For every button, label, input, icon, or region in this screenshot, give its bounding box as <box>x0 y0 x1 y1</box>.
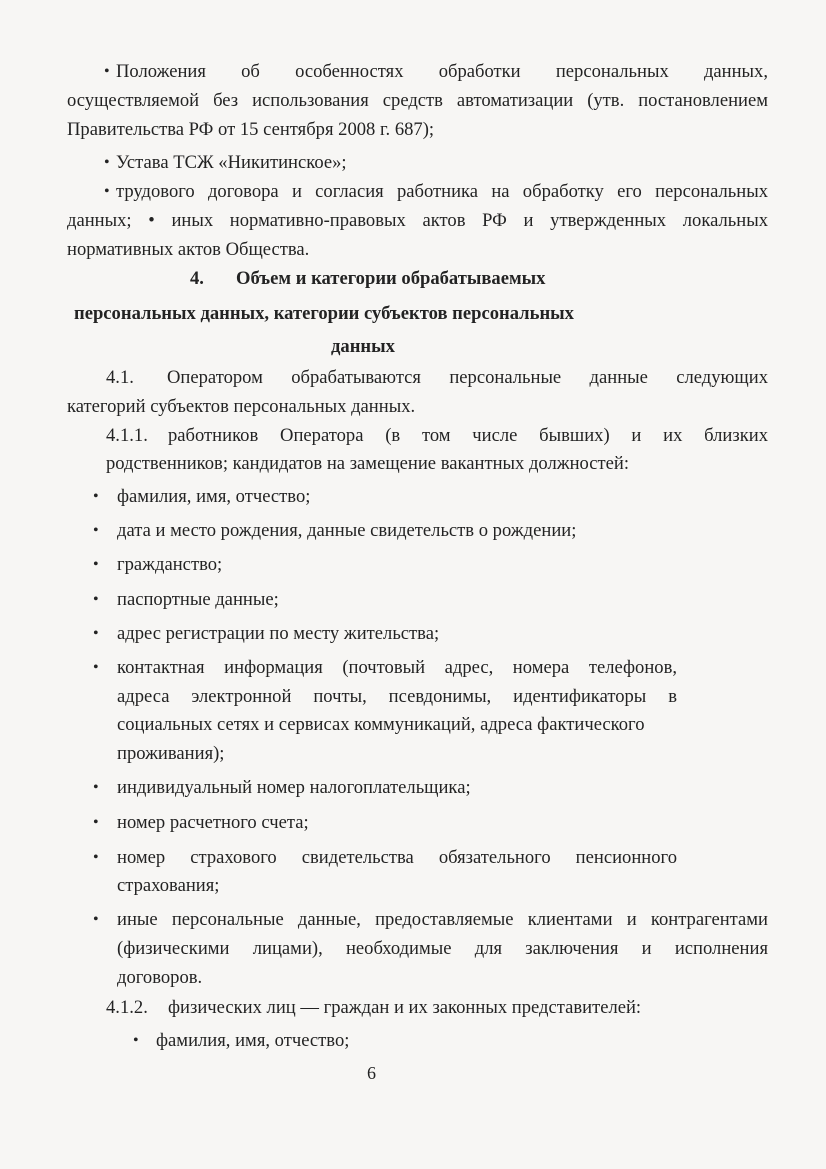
p412-text: физических лиц — граждан и их законных представителей: <box>168 997 642 1018</box>
page-number: 6 <box>367 1063 376 1083</box>
list-item: иные персональные данные, предоставляемые клиентами и контрагентами <box>117 909 768 930</box>
section-title-line-2: персональных данных, категории субъектов персональных <box>74 303 574 324</box>
bullet-marker: • <box>93 814 99 831</box>
intro-item-3-line-3: нормативных актов Общества. <box>67 239 310 260</box>
bullet-marker: • <box>93 556 99 573</box>
section-number: 4. <box>190 268 204 289</box>
p41-line-2: категорий субъектов персональных данных. <box>67 396 416 417</box>
bullet-marker: • <box>93 849 99 866</box>
list-item: адрес регистрации по месту жительства; <box>117 623 440 644</box>
list-item: индивидуальный номер налогоплательщика; <box>117 777 471 798</box>
bullet-marker: • <box>93 522 99 539</box>
bullet-marker: • <box>133 1032 139 1049</box>
p411-line-2: родственников; кандидатов на замещение вакантных должностей: <box>106 453 630 474</box>
bullet-marker: • <box>93 625 99 642</box>
intro-item-2-line-1: Устава ТСЖ «Никитинское»; <box>116 152 347 173</box>
bullet-marker: • <box>93 488 99 505</box>
intro-item-1-line-1: Положения об особенностях обработки персональных данных, <box>116 61 768 82</box>
intro-item-1-line-3: Правительства РФ от 15 сентября 2008 г. 687); <box>67 119 435 140</box>
bullet-marker: • <box>104 154 110 171</box>
paragraph-number: 4.1.1. <box>106 425 148 446</box>
list-item-continuation: договоров. <box>117 967 203 988</box>
list-item: номер расчетного счета; <box>117 812 309 833</box>
list-item: гражданство; <box>117 554 223 575</box>
section-title-line-1: Объем и категории обрабатываемых <box>236 268 546 289</box>
list-item: номер страхового свидетельства обязательного пенсионного <box>117 847 677 868</box>
list-item-continuation: проживания); <box>117 743 225 764</box>
intro-item-3-line-2: данных; • иных нормативно-правовых актов РФ и утвержденных локальных <box>67 210 768 231</box>
bullet-marker: • <box>93 591 99 608</box>
list-item: фамилия, имя, отчество; <box>156 1030 350 1051</box>
intro-item-3-line-1: трудового договора и согласия работника на обработку его персональных <box>116 181 768 202</box>
paragraph-number: 4.1. <box>106 367 134 388</box>
list-item: фамилия, имя, отчество; <box>117 486 311 507</box>
list-item-continuation: адреса электронной почты, псевдонимы, идентификаторы в <box>117 686 677 707</box>
paragraph-number: 4.1.2. <box>106 997 148 1018</box>
bullet-marker: • <box>93 911 99 928</box>
bullet-marker: • <box>104 63 110 80</box>
section-title-line-3: данных <box>331 336 395 357</box>
bullet-marker: • <box>104 183 110 200</box>
bullet-marker: • <box>93 659 99 676</box>
p41-line-1: Оператором обрабатываются персональные данные следующих <box>167 367 768 388</box>
bullet-marker: • <box>93 779 99 796</box>
list-item-continuation: социальных сетях и сервисах коммуникаций, адреса фактического <box>117 714 645 735</box>
list-item-continuation: страхования; <box>117 875 220 896</box>
list-item: дата и место рождения, данные свидетельств о рождении; <box>117 520 577 541</box>
list-item: паспортные данные; <box>117 589 279 610</box>
intro-item-1-line-2: осуществляемой без использования средств автоматизации (утв. постановлением <box>67 90 768 111</box>
p411-line-1: работников Оператора (в том числе бывших) и их близких <box>168 425 768 446</box>
list-item-continuation: (физическими лицами), необходимые для заключения и исполнения <box>117 938 768 959</box>
list-item: контактная информация (почтовый адрес, номера телефонов, <box>117 657 677 678</box>
